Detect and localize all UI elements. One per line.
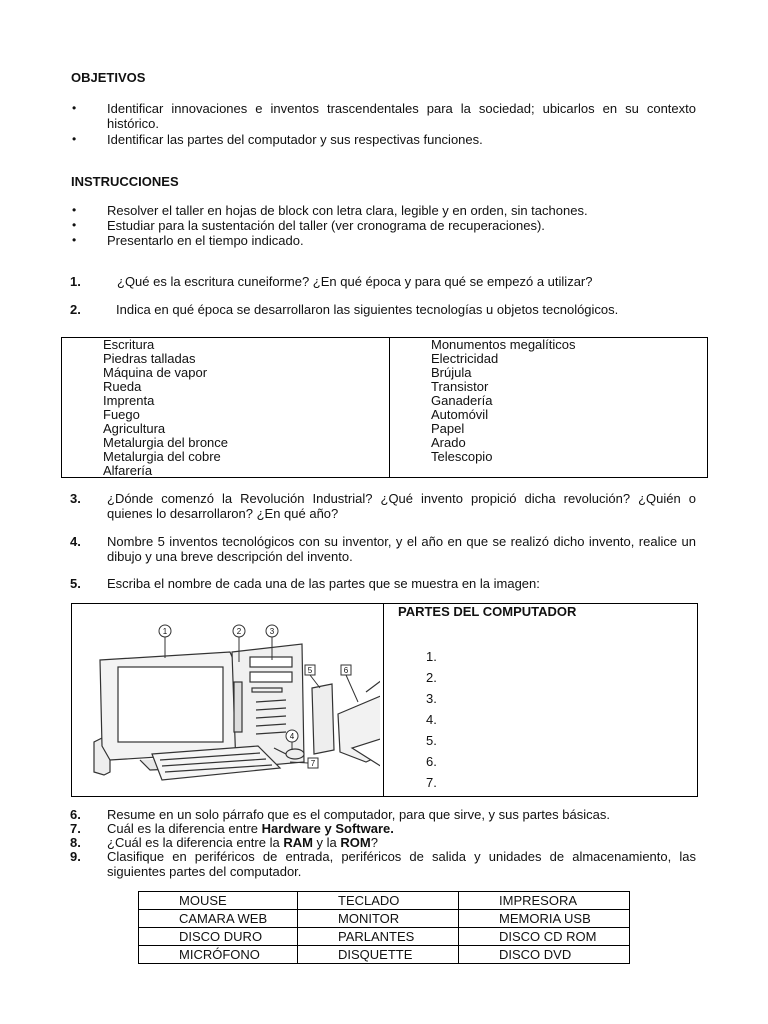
table-divider (389, 338, 390, 477)
computer-part-number: 5. (426, 733, 437, 748)
computer-part-number: 1. (426, 649, 437, 664)
technology-item: Arado (431, 435, 466, 450)
question-text-bold: Hardware y Software. (261, 821, 394, 836)
instruccion-text: Estudiar para la sustentación del taller (ver cronograma de recuperaciones). (107, 218, 545, 233)
technology-item: Transistor (431, 379, 489, 394)
instruccion-item (72, 218, 696, 233)
question-6 (70, 807, 696, 822)
technology-item: Brújula (431, 365, 472, 380)
table-cell: MOUSE (139, 892, 298, 910)
table-row (139, 910, 630, 928)
instruccion-text: Resolver el taller en hojas de block con letra clara, legible y en orden, sin tachones. (107, 203, 588, 218)
monitor-screen (118, 667, 223, 742)
instruccion-item (72, 203, 696, 218)
objetivo-text: Identificar las partes del computador y sus respectivas funciones. (107, 132, 483, 147)
question-8 (70, 835, 696, 850)
technology-item: Automóvil (431, 407, 489, 422)
table-cell: IMPRESORA (459, 892, 630, 910)
technology-item: Metalurgia del bronce (103, 435, 229, 450)
technology-item: Ganadería (431, 393, 493, 408)
question-3 (70, 491, 696, 521)
question-text: Resume en un solo párrafo que es el computador, para que sirve, y sus partes básicas. (107, 807, 610, 822)
objetivo-item (72, 101, 696, 131)
table-row (139, 892, 630, 910)
computer-parts-title: PARTES DEL COMPUTADOR (398, 604, 577, 619)
question-number: 4. (70, 534, 81, 549)
question-number: 3. (70, 491, 81, 506)
question-number: 5. (70, 576, 81, 591)
question-text (107, 821, 696, 836)
question-number: 9. (70, 849, 81, 864)
question-number: 8. (70, 835, 81, 850)
question-4 (70, 534, 696, 564)
technology-item: Telescopio (431, 449, 493, 464)
objetivos-heading: OBJETIVOS (71, 70, 146, 85)
computer-illustration (90, 622, 380, 794)
table-cell: DISCO DVD (459, 946, 630, 964)
question-number: 7. (70, 821, 81, 836)
technology-item: Monumentos megalíticos (431, 337, 576, 352)
question-9 (70, 849, 696, 879)
table-cell: MEMORIA USB (459, 910, 630, 928)
question-text-bold-ram: RAM (283, 835, 313, 850)
question-5 (70, 576, 696, 591)
technology-item: Papel (431, 421, 465, 436)
instrucciones-heading: INSTRUCCIONES (71, 174, 179, 189)
technologies-table (61, 337, 708, 478)
callout-label-6: 6 (343, 666, 349, 675)
table-cell: DISCO CD ROM (459, 928, 630, 946)
instruccion-item (72, 233, 696, 248)
question-7 (70, 821, 696, 836)
box-divider (383, 604, 384, 796)
computer-part-number: 3. (426, 691, 437, 706)
callout-label-4: 4 (289, 732, 295, 741)
table-row (139, 946, 630, 964)
question-text: Indica en qué época se desarrollaron las siguientes tecnologías u objetos tecnológicos. (116, 302, 619, 317)
computer-parts-list (426, 646, 437, 793)
table-cell: PARLANTES (298, 928, 459, 946)
technology-item: Escritura (103, 337, 155, 352)
technologies-right-column (431, 338, 576, 464)
technology-item: Rueda (103, 379, 142, 394)
question-number: 1. (70, 274, 81, 289)
question-text: ¿Dónde comenzó la Revolución Industrial? ¿Qué invento propició dicha revolución? ¿Quién o quienes lo desarrollaron? ¿En qué año? (107, 491, 696, 521)
classification-table (138, 891, 630, 964)
callout-label-3: 3 (269, 627, 275, 636)
table-cell: DISCO DURO (139, 928, 298, 946)
technology-item: Fuego (103, 407, 140, 422)
table-cell: DISQUETTE (298, 946, 459, 964)
question-text-plain: ¿Cuál es la diferencia entre la (107, 835, 284, 850)
question-number: 2. (70, 302, 81, 317)
bullet-icon: • (72, 203, 77, 217)
technology-item: Agricultura (103, 421, 166, 436)
table-row (139, 928, 630, 946)
table-cell: CAMARA WEB (139, 910, 298, 928)
question-text-plain: ? (370, 835, 378, 850)
question-text-bold-rom: ROM (340, 835, 371, 850)
question-text: Escriba el nombre de cada una de las partes que se muestra en la imagen: (107, 576, 540, 591)
computer-part-number: 2. (426, 670, 437, 685)
bullet-icon: • (72, 132, 77, 146)
computer-part-number: 4. (426, 712, 437, 727)
objetivo-item (72, 132, 696, 147)
bullet-icon: • (72, 101, 77, 115)
question-text: ¿Qué es la escritura cuneiforme? ¿En qué época y para qué se empezó a utilizar? (117, 274, 593, 289)
callout-label-5: 5 (307, 666, 313, 675)
table-cell: MICRÓFONO (139, 946, 298, 964)
computer-part-number: 6. (426, 754, 437, 769)
question-text (107, 835, 696, 850)
table-cell: MONITOR (298, 910, 459, 928)
technologies-left-column (103, 338, 228, 478)
bullet-icon: • (72, 233, 77, 247)
callout-label-7: 7 (310, 759, 316, 768)
right-speaker-icon (312, 684, 334, 754)
technology-item: Electricidad (431, 351, 499, 366)
question-text-plain: Cuál es la diferencia entre (107, 821, 262, 836)
callout-label-2: 2 (236, 627, 242, 636)
question-2 (70, 302, 696, 332)
question-text-plain: y la (312, 835, 341, 850)
technology-item: Alfarería (103, 463, 153, 478)
question-1 (70, 274, 696, 289)
technology-item: Metalurgia del cobre (103, 449, 221, 464)
question-text: Clasifique en periféricos de entrada, periféricos de salida y unidades de almacenamiento, las siguientes partes del computador. (107, 849, 696, 879)
callout-label-1: 1 (162, 627, 168, 636)
computer-part-number: 7. (426, 775, 437, 790)
objetivo-text: Identificar innovaciones e inventos trascendentales para la sociedad; ubicarlos en su contexto histórico. (107, 101, 696, 131)
question-text: Nombre 5 inventos tecnológicos con su inventor, y el año en que se realizó dicho invento, realice un dibujo y una breve descripción del invento. (107, 534, 696, 564)
bullet-icon: • (72, 218, 77, 232)
table-cell: TECLADO (298, 892, 459, 910)
instruccion-text: Presentarlo en el tiempo indicado. (107, 233, 304, 248)
mouse-icon (286, 749, 304, 759)
technology-item: Imprenta (103, 393, 155, 408)
question-number: 6. (70, 807, 81, 822)
technology-item: Máquina de vapor (103, 365, 208, 380)
computer-parts-box (71, 603, 698, 797)
technology-item: Piedras talladas (103, 351, 196, 366)
